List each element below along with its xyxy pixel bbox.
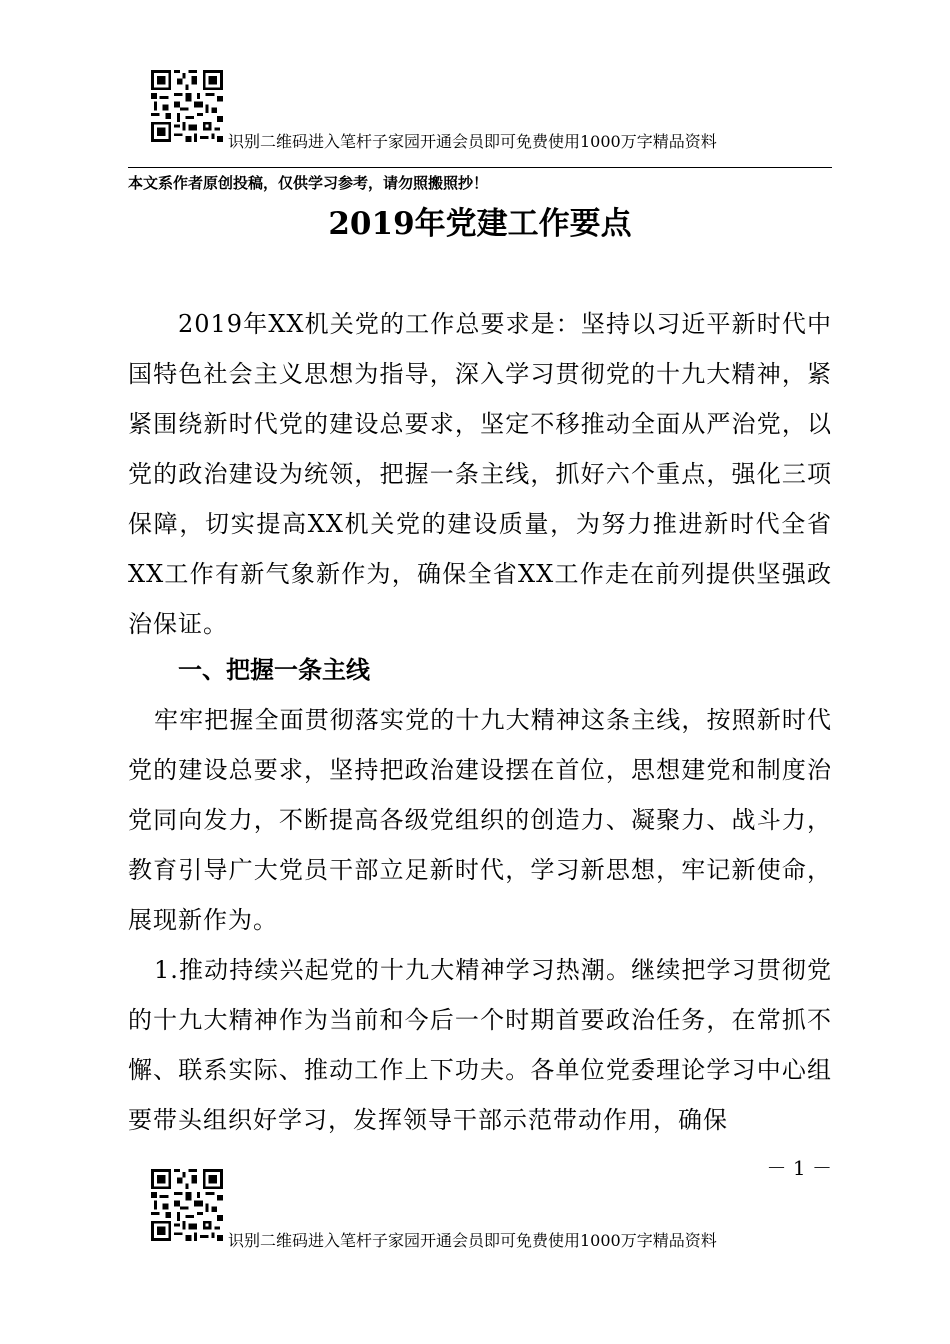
header-qr-code-icon[interactable] — [151, 70, 223, 142]
paragraph-intro: 2019年XX机关党的工作总要求是：坚持以习近平新时代中国特色社会主义思想为指导，深入学习贯彻党的十九大精神，紧紧围绕新时代党的建设总要求，坚定不移推动全面从严治党，以党的政治建设为统领，把握一条主线，抓好六个重点，强化三项保障，切实提高XX机关党的建设质量，为努力推进新时代全省XX工作有新气象新作为，确保全省XX工作走在前列提供坚强政治保证。 — [128, 310, 832, 638]
header-qr-caption: 识别二维码进入笔杆子家园开通会员即可免费使用1000万字精品资料 — [228, 132, 717, 151]
footer-qr-caption: 识别二维码进入笔杆子家园开通会员即可免费使用1000万字精品资料 — [228, 1231, 717, 1250]
page-number: － 1 － — [766, 1156, 832, 1180]
paragraph-section-1: 牢牢把握全面贯彻落实党的十九大精神这条主线，按照新时代党的建设总要求，坚持把政治建设摆在首位，思想建党和制度治党同向发力，不断提高各级党组织的创造力、凝聚力、战斗力，教育引导广大党员干部立足新时代，学习新思想，牢记新使命，展现新作为。 — [128, 706, 832, 934]
paragraph-item-1: 1.推动持续兴起党的十九大精神学习热潮。继续把学习贯彻党的十九大精神作为当前和今后一个时期首要政治任务，在常抓不懈、联系实际、推动工作上下功夫。各单位党委理论学习中心组要带头组织好学习，发挥领导干部示范带动作用，确保 — [128, 956, 832, 1134]
footer-qr-code-icon[interactable] — [151, 1169, 223, 1241]
section-heading-1: 一、把握一条主线 — [178, 656, 370, 684]
header-divider — [128, 167, 832, 168]
document-title: 2019年党建工作要点 — [328, 206, 632, 242]
disclaimer-text: 本文系作者原创投稿，仅供学习参考，请勿照搬照抄！ — [128, 174, 489, 192]
